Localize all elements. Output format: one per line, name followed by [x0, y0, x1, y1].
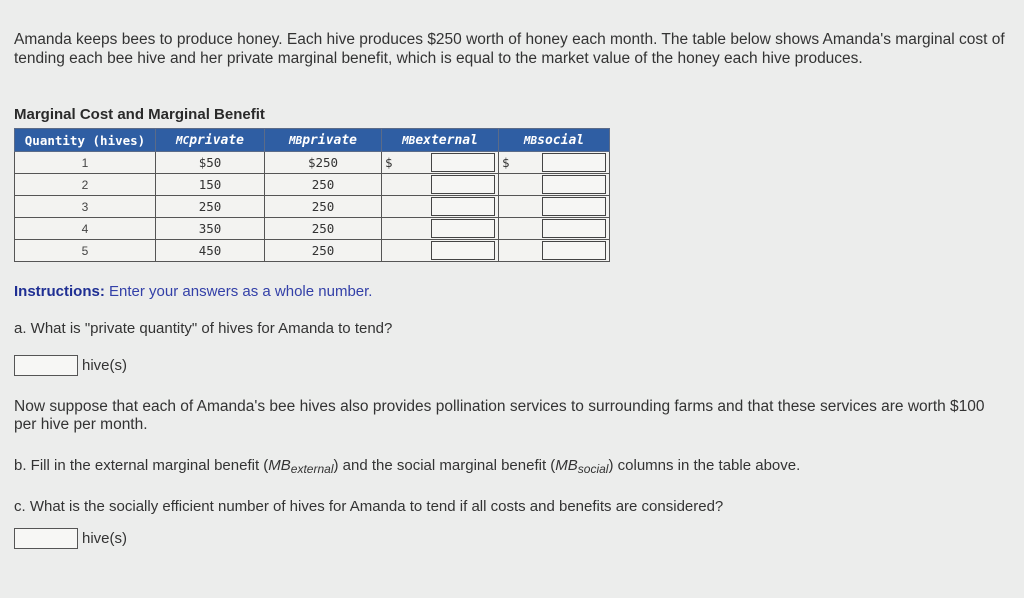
cell-mb-social	[499, 196, 610, 218]
cell-mb-social	[499, 240, 610, 262]
dollar-sign: $	[385, 155, 393, 170]
mb-external-input-5[interactable]	[431, 241, 495, 260]
cell-quantity: 2	[15, 174, 156, 196]
cell-mb-external	[382, 152, 499, 174]
header-mb-private: MBprivate	[265, 129, 382, 152]
efficient-quantity-input[interactable]	[14, 528, 78, 549]
answer-c-row	[14, 528, 127, 549]
problem-intro: Amanda keeps bees to produce honey. Each hive produces $250 worth of honey each month. The table below shows Amanda's marginal cost of tending each bee hive and her private marginal benefit, which is equal to the market value of the honey each hive produces.	[14, 31, 1005, 67]
marginal-cost-benefit-table	[14, 128, 610, 262]
cell-quantity: 4	[15, 218, 156, 240]
mb-external-input-1[interactable]	[431, 153, 495, 172]
table-title: Marginal Cost and Marginal Benefit	[14, 106, 265, 123]
mb-social-input-4[interactable]	[542, 219, 606, 238]
private-quantity-input[interactable]	[14, 355, 78, 376]
table-row	[15, 218, 610, 240]
cell-mb-external	[382, 174, 499, 196]
question-c: c. What is the socially efficient number of hives for Amanda to tend if all costs and benefits are considered?	[14, 498, 724, 515]
instructions: Instructions: Enter your answers as a whole number.	[14, 283, 373, 300]
table-row	[15, 174, 610, 196]
mb-social-input-3[interactable]	[542, 197, 606, 216]
unit-label: hive(s)	[82, 530, 128, 547]
answer-a-row	[14, 355, 127, 376]
cell-mb-external	[382, 218, 499, 240]
dollar-sign: $	[502, 155, 510, 170]
table-row	[15, 152, 610, 174]
cell-quantity: 3	[15, 196, 156, 218]
cell-quantity: 5	[15, 240, 156, 262]
header-mc-private: MCprivate	[156, 129, 265, 152]
header-quantity: Quantity (hives)	[15, 129, 156, 152]
table-header-row	[15, 129, 610, 152]
cell-mb-social	[499, 152, 610, 174]
cell-mb-private: 250	[265, 174, 382, 196]
cell-mb-external	[382, 240, 499, 262]
cell-mc-private: 250	[156, 196, 265, 218]
cell-mc-private: $50	[156, 152, 265, 174]
cell-mb-social	[499, 218, 610, 240]
cell-mb-external	[382, 196, 499, 218]
cell-mc-private: 350	[156, 218, 265, 240]
mb-external-input-4[interactable]	[431, 219, 495, 238]
question-b: b. Fill in the external marginal benefit $(MB_{external})$ and the social marginal benefit $(MB_{social})$ columns in the table above.	[14, 457, 801, 476]
pollination-note: Now suppose that each of Amanda's bee hives also provides pollination services to surrounding farms and that these services are worth $100 per hive per month.	[14, 398, 985, 433]
cell-mc-private: 450	[156, 240, 265, 262]
mb-social-input-5[interactable]	[542, 241, 606, 260]
unit-label: hive(s)	[82, 357, 128, 374]
header-mb-external: MBexternal	[382, 129, 499, 152]
cell-mb-private: 250	[265, 218, 382, 240]
mb-external-input-2[interactable]	[431, 175, 495, 194]
question-a: a. What is "private quantity" of hives for Amanda to tend?	[14, 320, 393, 337]
cell-mb-private: $250	[265, 152, 382, 174]
table-row	[15, 240, 610, 262]
cell-mb-private: 250	[265, 240, 382, 262]
cell-quantity: 1	[15, 152, 156, 174]
mb-external-input-3[interactable]	[431, 197, 495, 216]
mb-social-input-2[interactable]	[542, 175, 606, 194]
mb-social-input-1[interactable]	[542, 153, 606, 172]
cell-mb-private: 250	[265, 196, 382, 218]
cell-mc-private: 150	[156, 174, 265, 196]
table-row	[15, 196, 610, 218]
cell-mb-social	[499, 174, 610, 196]
header-mb-social: MBsocial	[499, 129, 610, 152]
